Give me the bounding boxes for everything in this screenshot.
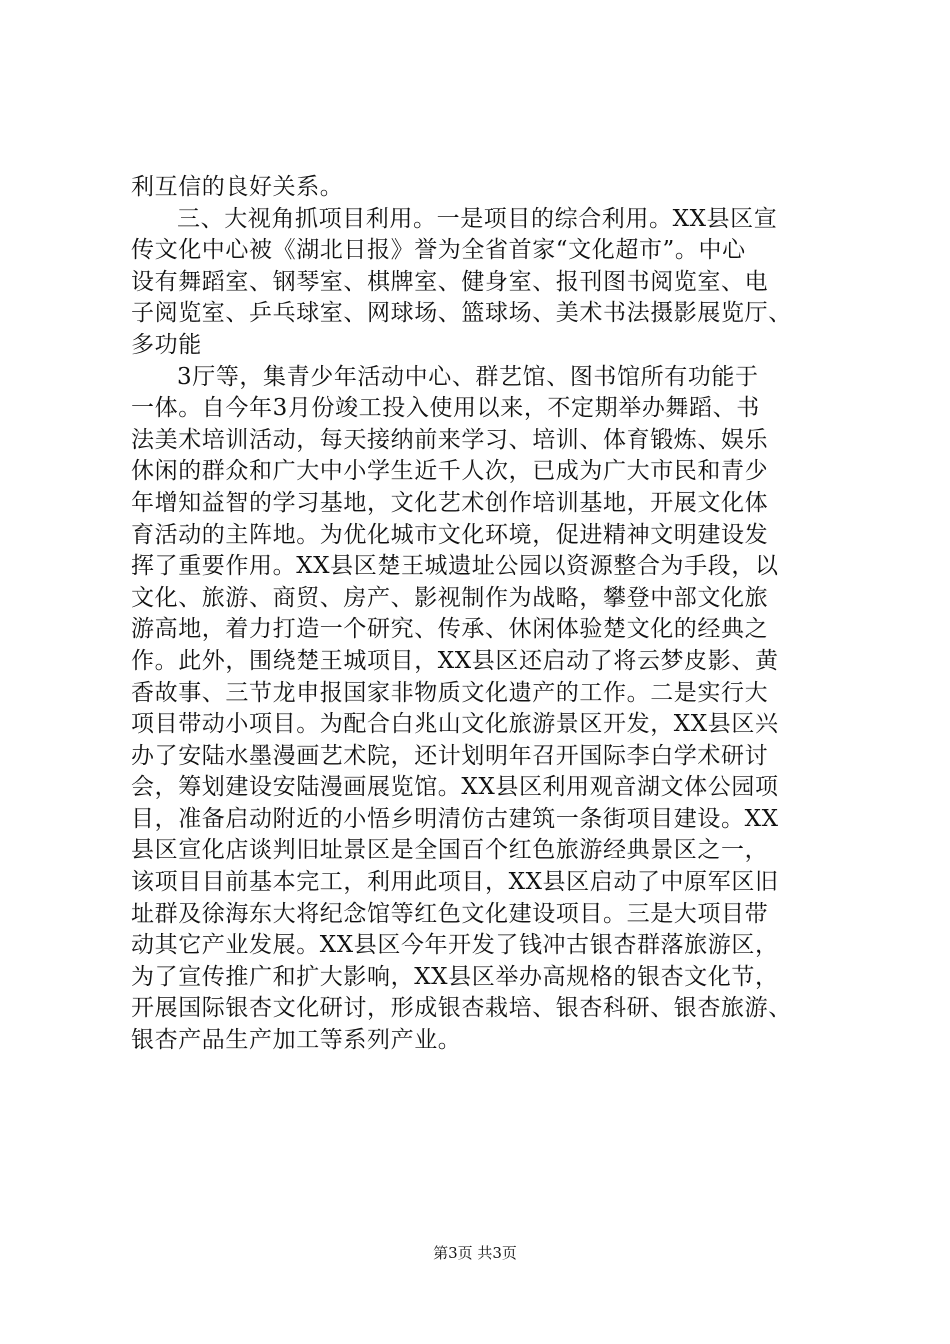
text-line: 年增知益智的学习基地，文化艺术创作培训基地，开展文化体 (131, 489, 769, 516)
text-line: 利互信的良好关系。 (131, 174, 344, 200)
text-line: 文化、旅游、商贸、房产、影视制作为战略，攀登中部文化旅 (131, 584, 769, 611)
text-line: 传文化中心被《湖北日报》誉为全省首家“文化超市”。中心 (131, 237, 746, 264)
text-line: 项目带动小项目。为配合白兆山文化旅游景区开发，XX县区兴 (131, 711, 779, 738)
text-line: 休闲的群众和广大中小学生近千人次，已成为广大市民和青少 (131, 458, 769, 485)
text-line: 挥了重要作用。XX县区楚王城遗址公园以资源整合为手段，以 (131, 553, 779, 580)
text-line: 银杏产品生产加工等系列产业。 (131, 1027, 462, 1054)
text-line: 该项目目前基本完工，利用此项目，XX县区启动了中原军区旧 (131, 869, 779, 896)
page-footer: 第3页 共3页 (433, 1244, 517, 1262)
text-line: 作。此外，围绕楚王城项目，XX县区还启动了将云梦皮影、黄 (131, 647, 779, 674)
text-line: 目，准备启动附近的小悟乡明清仿古建筑一条街项目建设。XX (131, 805, 779, 832)
text-line: 址群及徐海东大将纪念馆等红色文化建设项目。三是大项目带 (131, 900, 769, 927)
text-line: 动其它产业发展。XX县区今年开发了钱冲古银杏群落旅游区， (131, 932, 779, 959)
text-line: 开展国际银杏文化研讨，形成银杏栽培、银杏科研、银杏旅游、 (131, 995, 792, 1022)
text-line: 会，筹划建设安陆漫画展览馆。XX县区利用观音湖文体公园项 (131, 774, 779, 801)
text-line: 一体。自今年3月份竣工投入使用以来，不定期举办舞蹈、书 (131, 395, 760, 422)
text-line: 为了宣传推广和扩大影响，XX县区举办高规格的银杏文化节， (131, 963, 779, 990)
document-body (131, 172, 831, 1057)
text-line: 法美术培训活动，每天接纳前来学习、培训、体育锻炼、娱乐 (131, 426, 769, 453)
text-line: 县区宣化店谈判旧址景区是全国百个红色旅游经典景区之一， (131, 837, 769, 864)
text-line: 设有舞蹈室、钢琴室、棋牌室、健身室、报刊图书阅览室、电 (131, 268, 769, 295)
text-line: 游高地，着力打造一个研究、传承、休闲体验楚文化的经典之 (131, 616, 769, 643)
text-line: 三、大视角抓项目利用。一是项目的综合利用。XX县区宣 (177, 205, 778, 232)
text-line: 育活动的主阵地。为优化城市文化环境，促进精神文明建设发 (131, 521, 769, 548)
text-line: 香故事、三节龙申报国家非物质文化遗产的工作。二是实行大 (131, 679, 769, 706)
text-line: 子阅览室、乒乓球室、网球场、篮球场、美术书法摄影展览厅、 (131, 300, 792, 327)
text-line: 多功能 (131, 331, 202, 358)
text-line: 3厅等，集青少年活动中心、群艺馆、图书馆所有功能于 (177, 363, 759, 390)
text-line: 办了安陆水墨漫画艺术院，还计划明年召开国际李白学术研讨 (131, 742, 769, 769)
